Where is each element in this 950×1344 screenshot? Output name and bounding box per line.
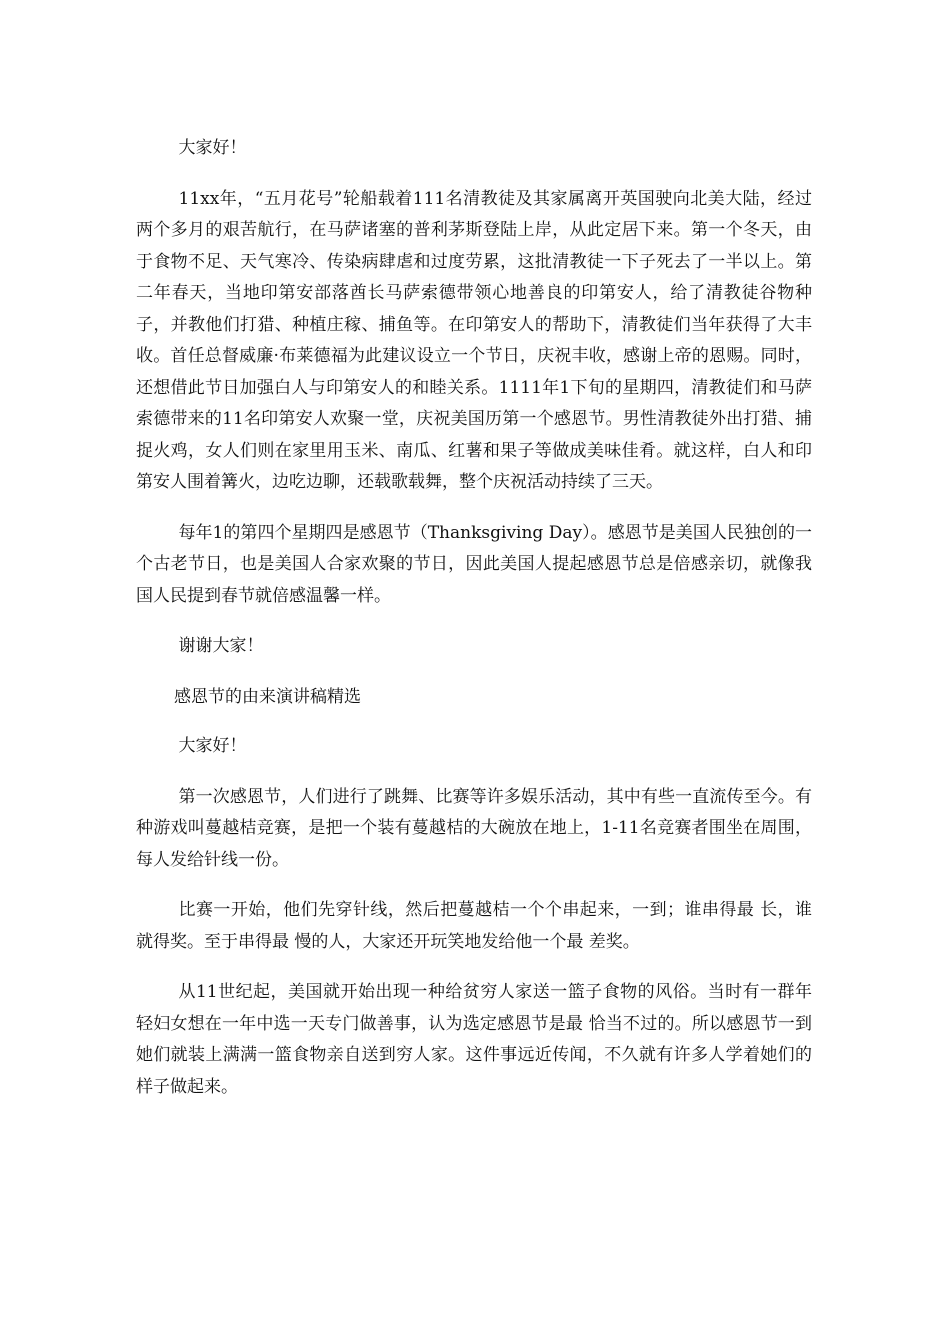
game-paragraph: 比赛一开始，他们先穿针线，然后把蔓越桔一个个串起来，一到；谁串得最 长，谁就得奖。至于串得最 慢的人，大家还开玩笑地发给他一个最 差奖。 xyxy=(136,900,812,952)
first-thanksgiving-paragraph: 第一次感恩节，人们进行了跳舞、比赛等许多娱乐活动，其中有些一直流传至今。有种游戏叫蔓越桔竞赛，是把一个装有蔓越桔的大碗放在地上，1-11名竞赛者围坐在周围，每人发给针线一份。 xyxy=(136,786,812,870)
thanksgiving-day-paragraph: 每年1的第四个星期四是感恩节（Thanksgiving Day）。感恩节是美国人民独创的一个古老节日，也是美国人合家欢聚的节日，因此美国人提起感恩节总是倍感亲切，就像我国人民提到春节就倍感温馨一样。 xyxy=(136,522,812,606)
greeting-paragraph: 大家好！ xyxy=(178,138,247,158)
greeting-paragraph-2: 大家好！ xyxy=(178,736,247,756)
closing-paragraph: 谢谢大家！ xyxy=(178,636,264,656)
history-paragraph: 11xx年，“五月花号”轮船载着111名清教徒及其家属离开英国驶向北美大陆，经过两个多月的艰苦航行，在马萨诸塞的普利茅斯登陆上岸，从此定居下来。第一个冬天，由于食物不足、天气寒冷、传染病肆虐和过度劳累，这批清教徒一下子死去了一半以上。第二年春天，当地印第安部落酋长马萨索德带领心地善良的印第安人，给了清教徒谷物种子，并教他们打猎、种植庄稼、捕鱼等。在印第安人的帮助下，清教徒们当年获得了大丰收。首任总督威廉·布莱德福为此建议设立一个节日，庆祝丰收，感谢上帝的恩赐。同时，还想借此节日加强白人与印第安人的和睦关系。1111年1下旬的星期四，清教徒们和马萨索德带来的11名印第安人欢聚一堂，庆祝美国历第一个感恩节。男性清教徒外出打猎、捕捉火鸡，女人们则在家里用玉米、南瓜、红薯和果子等做成美味佳肴。就这样，白人和印第安人围着篝火，边吃边聊，还载歌载舞，整个庆祝活动持续了三天。 xyxy=(136,188,812,492)
custom-paragraph: 从11世纪起，美国就开始出现一种给贫穷人家送一篮子食物的风俗。当时有一群年轻妇女想在一年中选一天专门做善事，认为选定感恩节是最 恰当不过的。所以感恩节一到她们就装上满满一篮食物亲自送到穷人家。这件事远近传闻，不久就有许多人学着她们的样子做起来。 xyxy=(136,982,812,1097)
section-heading: 感恩节的由来演讲稿精选 xyxy=(174,686,361,707)
document-body xyxy=(136,133,812,1122)
